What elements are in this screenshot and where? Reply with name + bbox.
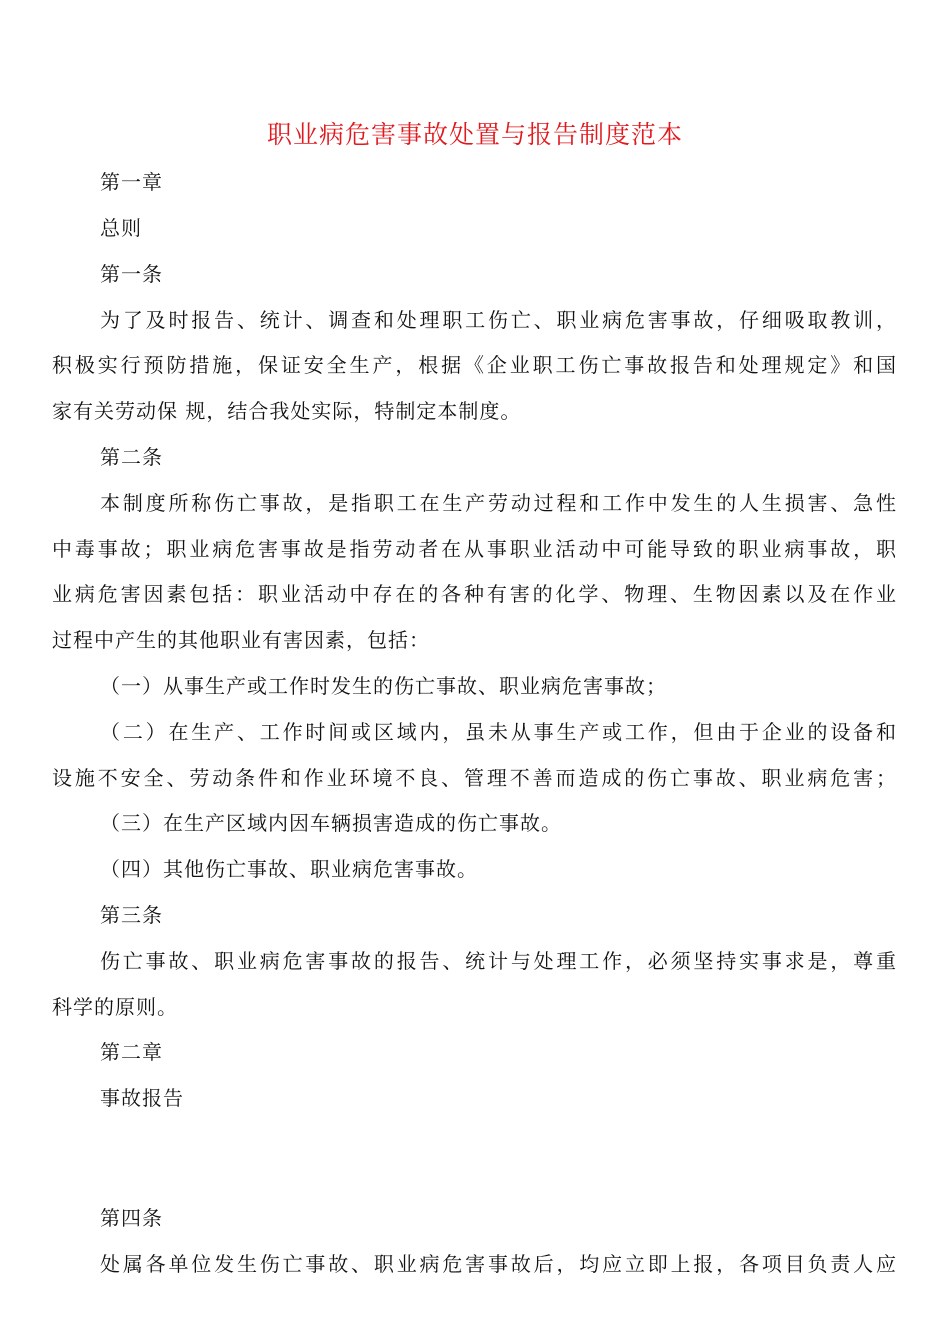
paragraph-line: 中毒事故；职业病危害事故是指劳动者在从事职业活动中可能导致的职业病事故，职 <box>52 537 897 561</box>
paragraph-line: 为了及时报告、统计、调查和处理职工伤亡、职业病危害事故，仔细吸取教训， <box>100 308 897 332</box>
chapter-title: 总则 <box>100 216 142 240</box>
paragraph-line: 过程中产生的其他职业有害因素，包括： <box>52 628 430 652</box>
paragraph-line: 家有关劳动保 规，结合我处实际，特制定本制度。 <box>52 399 522 423</box>
document-title: 职业病危害事故处置与报告制度范本 <box>266 120 683 149</box>
chapter-heading: 第二章 <box>100 1040 163 1064</box>
list-item: （三）在生产区域内因车辆损害造成的伤亡事故。 <box>100 811 562 835</box>
list-item: （一）从事生产或工作时发生的伤亡事故、职业病危害事故； <box>100 674 667 698</box>
chapter-heading: 第一章 <box>100 170 163 194</box>
article-heading: 第三条 <box>100 903 163 927</box>
article-heading: 第四条 <box>100 1206 163 1230</box>
paragraph-line: 设施不安全、劳动条件和作业环境不良、管理不善而造成的伤亡事故、职业病危害； <box>52 766 897 790</box>
list-item: （二）在生产、工作时间或区域内，虽未从事生产或工作，但由于企业的设备和 <box>100 720 897 744</box>
article-heading: 第一条 <box>100 262 163 286</box>
paragraph-line: 处属各单位发生伤亡事故、职业病危害事故后，均应立即上报，各项目负责人应 <box>100 1252 897 1276</box>
paragraph-line: 科学的原则。 <box>52 995 178 1019</box>
paragraph-line: 伤亡事故、职业病危害事故的报告、统计与处理工作，必须坚持实事求是，尊重 <box>100 949 897 973</box>
article-heading: 第二条 <box>100 445 163 469</box>
paragraph-line: 积极实行预防措施，保证安全生产，根据《企业职工伤亡事故报告和处理规定》和国 <box>52 353 897 377</box>
paragraph-line: 业病危害因素包括：职业活动中存在的各种有害的化学、物理、生物因素以及在作业 <box>52 582 897 606</box>
chapter-title: 事故报告 <box>100 1086 184 1110</box>
paragraph-line: 本制度所称伤亡事故，是指职工在生产劳动过程和工作中发生的人生损害、急性 <box>100 491 897 515</box>
list-item: （四）其他伤亡事故、职业病危害事故。 <box>100 857 478 881</box>
